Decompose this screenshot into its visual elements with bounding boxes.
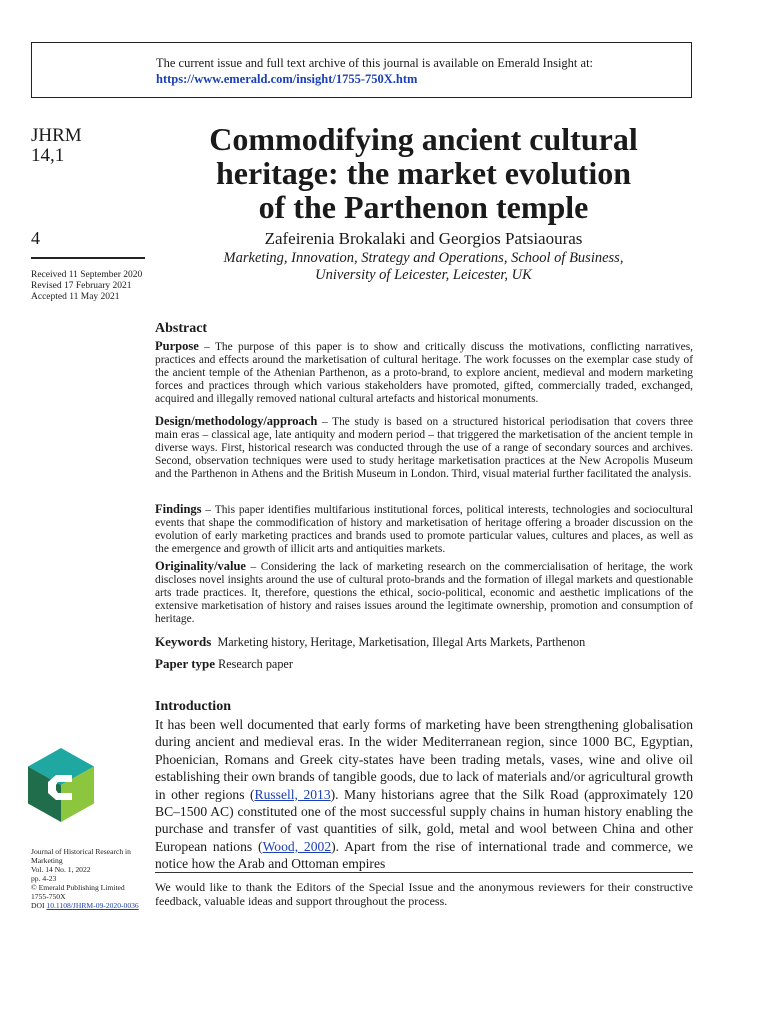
affiliation-line: University of Leicester, Leicester, UK (315, 267, 532, 283)
footnote-divider (155, 872, 693, 873)
originality-label: Originality/value (155, 559, 246, 573)
purpose-text: – The purpose of this paper is to show and critically discuss the motivations, conflicting narratives, practices and effects around the marketisation of cultural heritage. The work focusses on the exemplar case study of the ancient temple of the Athenian Parthenon, as a proto-brand, to explore ancient, medieval and modern marketing forces and practices through which various stakeholders have promoted, gifted, commercially traded, exchanged, acquired and illegally removed national cultural artefacts and historical monuments. (155, 341, 693, 405)
received-date: Received 11 September 2020 (31, 270, 143, 280)
paper-type-value: Research paper (218, 657, 293, 671)
intro-text-part: It has been well documented that early forms of marketing have been strengthening globalisation during ancient and medieval eras. In the wider Mediterranean region, since 1000 BC, Egyptian, Phoenician, Romans and Greek city-states have been trading metals, vases, wine and olive oil establishing their own brands of tangible goods, due to lack of materials and/or agricultural growth in other regions ( (155, 717, 693, 802)
accepted-date: Accepted 11 May 2021 (31, 292, 120, 302)
notice-text: The current issue and full text archive of this journal is available on Emerald Insight at: (156, 56, 594, 70)
affiliation (155, 250, 692, 284)
design-text: – The study is based on a structured historical periodisation that covers three main eras – classical age, late antiquity and modern period – that triggered the marketisation of the ancient temple in diverse ways. First, historical research was conducted through the use of a range of secondary sources and archives. Second, observation techniques were used to study heritage marketisation practices at the New Acropolis Museum and the Parthenon in Athens and the British Museum in London. Third, visual material further facilitated the analysis. (155, 416, 693, 480)
title-line: Commodifying ancient cultural (209, 121, 638, 157)
paper-type (155, 656, 293, 672)
doi-line (31, 901, 151, 910)
affiliation-line: Marketing, Innovation, Strategy and Operations, School of Business, (223, 250, 624, 266)
citation-link[interactable]: Russell, 2013 (254, 786, 331, 802)
journal-volume: Vol. 14 No. 1, 2022 (31, 865, 91, 874)
abstract-purpose (155, 340, 693, 406)
journal-info (31, 847, 151, 910)
journal-pages: pp. 4-23 (31, 874, 57, 883)
acknowledgement: We would like to thank the Editors of the Special Issue and the anonymous reviewers for their constructive feedback, valuable ideas and support throughout the process. (155, 880, 693, 908)
intro-text-part: ). Many historians agree that the Silk Road (approximately 120 BC–1500 AC) constituted one of the most successful supply chains in human history enabling the purchase and transfer of vast quantities of silk, gold, metal and wool between China and other European nations ( (155, 786, 694, 854)
issn: 1755-750X (31, 892, 66, 901)
introduction-heading: Introduction (155, 699, 231, 714)
authors: Zafeirenia Brokalaki and Georgios Patsiaouras (264, 229, 583, 248)
keywords (155, 634, 585, 650)
paper-type-label: Paper type (155, 656, 216, 671)
doi-label: DOI (31, 901, 45, 910)
volume-issue: 14,1 (31, 145, 65, 166)
journal-notice-box (31, 42, 692, 98)
article-title (155, 122, 692, 224)
intro-text-part: ). Apart from the rise of international trade and commerce, we notice how the Arab and Ottoman empires (155, 838, 693, 872)
revised-date: Revised 17 February 2021 (31, 281, 132, 291)
copyright: © Emerald Publishing Limited (31, 883, 125, 892)
introduction-text (155, 716, 693, 873)
title-line: of the Parthenon temple (258, 189, 589, 225)
keywords-list: Marketing history, Heritage, Marketisation, Illegal Arts Markets, Parthenon (217, 635, 586, 649)
journal-name: Marketing (31, 856, 63, 865)
findings-label: Findings (155, 502, 202, 516)
design-label: Design/methodology/approach (155, 414, 318, 428)
journal-name: Journal of Historical Research in (31, 847, 131, 856)
journal-abbr: JHRM (31, 125, 82, 146)
crossmark-logo-icon (28, 748, 94, 822)
abstract-findings (155, 503, 693, 556)
citation-link[interactable]: Wood, 2002 (262, 838, 332, 854)
abstract-originality (155, 560, 693, 626)
journal-notice (156, 55, 686, 87)
purpose-label: Purpose (155, 339, 199, 353)
originality-text: – Considering the lack of marketing research on the commercialisation of heritage, the work discloses novel insights around the use of cultural proto-brands and the formation of illegal markets and questionable arts trade practices. It, therefore, questions the ethical, socio-political, economic and aesthetic implications of the extensive marketisation of history and raises issues around the legitimate ownership, promotion and consumption of heritage. (155, 561, 693, 625)
doi-link[interactable]: 10.1108/JHRM-09-2020-0036 (46, 901, 139, 910)
keywords-label: Keywords (155, 634, 212, 649)
journal-abbreviation (31, 126, 82, 166)
article-dates (31, 270, 142, 303)
page-number: 4 (31, 228, 40, 248)
journal-url-link[interactable]: https://www.emerald.com/insight/1755-750X.htm (156, 72, 418, 86)
title-line: heritage: the market evolution (215, 155, 631, 191)
margin-divider (31, 257, 145, 259)
abstract-heading: Abstract (155, 321, 208, 336)
abstract-design (155, 415, 693, 481)
findings-text: – This paper identifies multifarious institutional forces, political interests, technologies and sociocultural events that shape the commodification of history and marketisation of heritage offering a broader discussion on the evolution of early marketing practices and brands used to promote particular values, cultures and places, as well as the emergence and growth of illicit arts and antiquities markets. (155, 504, 693, 555)
